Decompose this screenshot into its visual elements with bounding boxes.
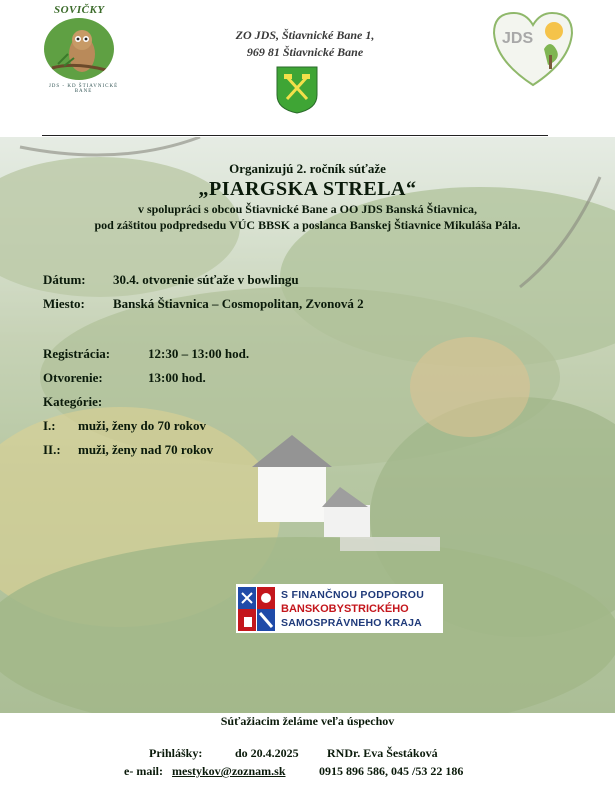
category-2-label: II.:	[43, 442, 61, 457]
event-intro	[0, 160, 615, 233]
logo-title: SOVIČKY	[54, 4, 105, 16]
bbsk-sponsor-badge	[236, 584, 443, 633]
category-1-value: muži, ženy do 70 rokov	[78, 418, 206, 433]
email-link[interactable]: mestykov@zoznam.sk	[172, 764, 286, 778]
letterhead	[0, 0, 615, 138]
opening-label: Otvorenie:	[43, 370, 103, 385]
event-title: „PIARGSKA STRELA“	[198, 178, 417, 200]
jds-logo	[488, 9, 578, 89]
opening-value: 13:00 hod.	[148, 370, 206, 385]
org-line-2: 969 81 Štiavnické Bane	[246, 45, 364, 59]
logo-subtitle: JDS - KD ŠTIAVNICKÉ BANE	[48, 84, 119, 94]
signup-deadline: do 20.4.2025	[235, 746, 299, 760]
category-2-value: muži, ženy nad 70 rokov	[78, 442, 214, 457]
place-label: Miesto:	[43, 296, 85, 311]
jds-logo-text: JDS	[502, 30, 534, 47]
registration-value: 12:30 – 13:00 hod.	[148, 346, 250, 361]
organization-address	[200, 27, 410, 61]
phone-numbers: 0915 896 586, 045 /53 22 186	[319, 764, 464, 778]
badge-line-2: BANSKOBYSTRICKÉHO	[281, 603, 409, 615]
owl-icon	[44, 18, 114, 80]
intro-line-4: pod záštitou podpredsedu VÚC BBSK a poslanca Banskej Štiavnice Mikuláša Pála.	[94, 218, 521, 232]
bbsk-coat-of-arms-icon	[238, 587, 275, 631]
municipal-crest-icon	[275, 65, 319, 115]
intro-line-3: v spolupráci s obcou Štiavnické Bane a OO JDS Banská Štiavnica,	[137, 202, 478, 216]
place-value: Banská Štiavnica – Cosmopolitan, Zvonová 2	[113, 296, 364, 311]
categories-label: Kategórie:	[43, 394, 103, 409]
badge-line-1: S FINANČNOU PODPOROU	[281, 589, 425, 601]
good-luck-message: Súťažiacim želáme veľa úspechov	[220, 714, 395, 728]
signup-label: Prihlášky:	[149, 746, 203, 760]
contact-name: RNDr. Eva Šestáková	[327, 746, 438, 760]
sovicky-logo	[40, 4, 120, 94]
email-label: e- mail:	[124, 764, 163, 778]
intro-line-1: Organizujú 2. ročník súťaže	[229, 161, 386, 176]
registration-label: Registrácia:	[43, 346, 111, 361]
date-value: 30.4. otvorenie súťaže v bowlingu	[113, 272, 299, 287]
header-divider	[42, 135, 548, 136]
badge-line-3: SAMOSPRÁVNEHO KRAJA	[281, 617, 422, 629]
category-1-label: I.:	[43, 418, 56, 433]
org-line-1: ZO JDS, Štiavnické Bane 1,	[235, 28, 375, 42]
date-label: Dátum:	[43, 272, 86, 287]
